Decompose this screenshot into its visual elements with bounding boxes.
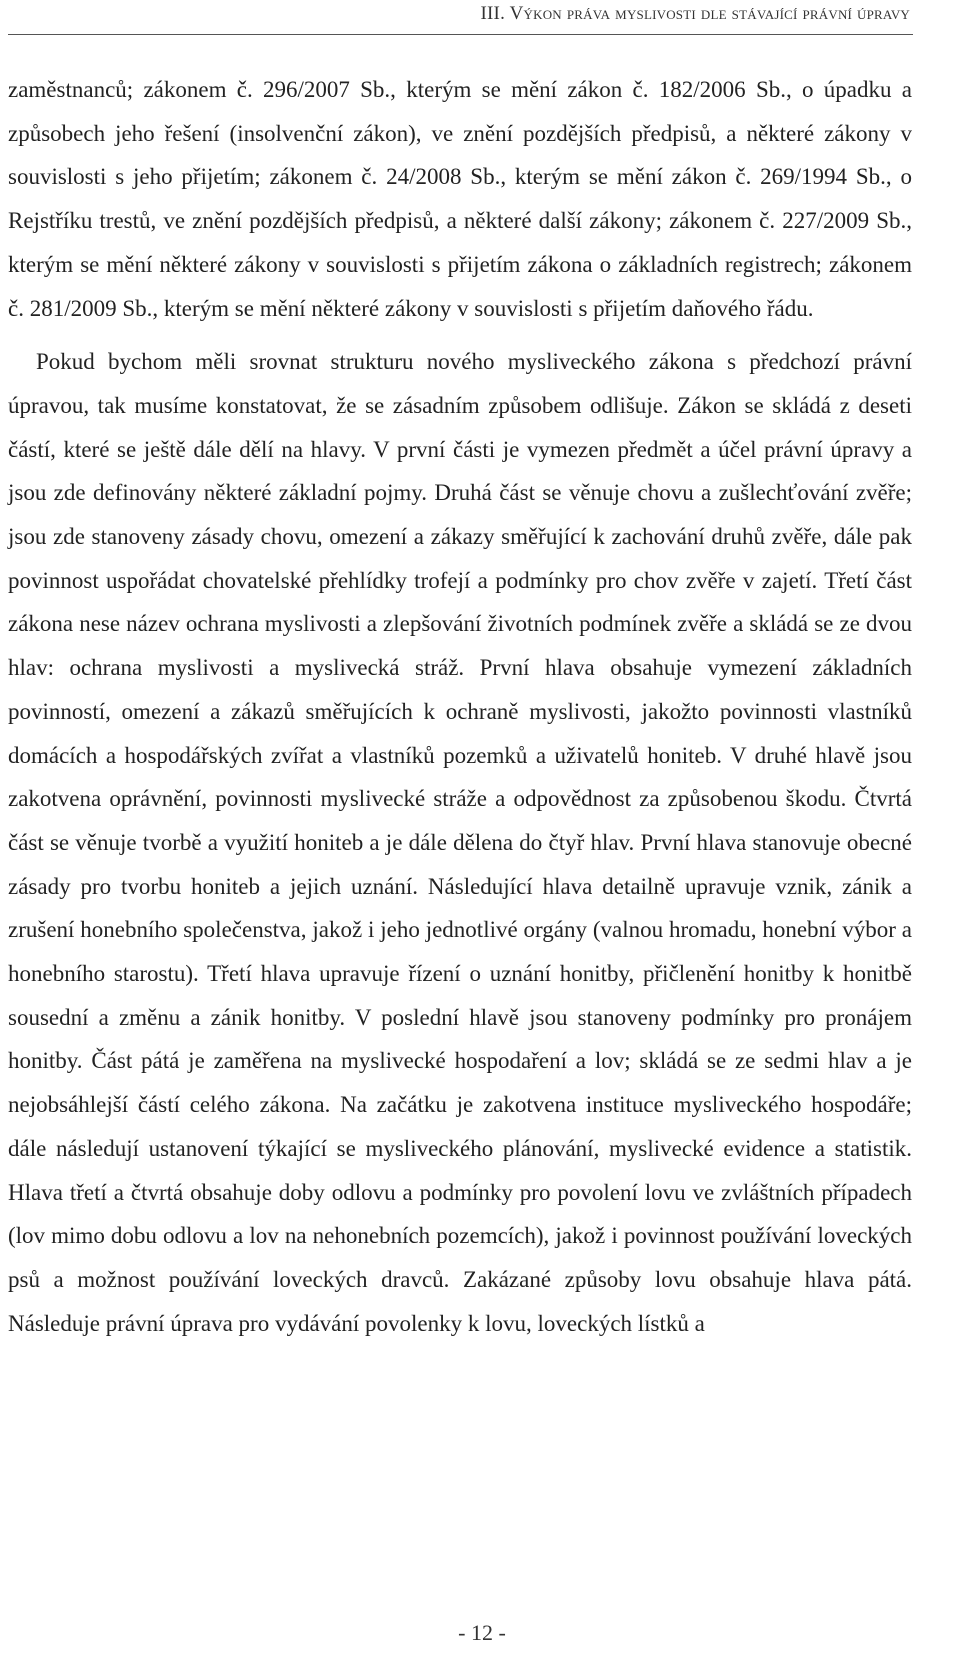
page-number-text: - 12 - bbox=[458, 1620, 506, 1645]
paragraph-law-amendments: zaměstnanců; zákonem č. 296/2007 Sb., kterým se mění zákon č. 182/2006 Sb., o úpadku a způsobech jeho řešení (insolvenční zákon), ve znění pozdějších předpisů, a některé zákony v souvislosti s jeho přijetím; zákonem č. 24/2008 Sb., kterým se mění zákon č. 269/1994 Sb., o Rejstříku trestů, ve znění pozdějších předpisů, a některé další zákony; zákonem č. 227/2009 Sb., kterým se mění některé zákony v souvislosti s přijetím zákona o základních registrech; zákonem č. 281/2009 Sb., kterým se mění některé zákony v souvislosti s přijetím daňového řádu. bbox=[8, 77, 912, 321]
header-divider bbox=[8, 34, 913, 35]
paragraph-law-structure: Pokud bychom měli srovnat strukturu nového mysliveckého zákona s předchozí právní úpravou, tak musíme konstatovat, že se zásadním způsobem odlišuje. Zákon se skládá z deseti částí, které se ještě dále dělí na hlavy. V první části je vymezen předmět a účel právní úpravy a jsou zde definovány některé základní pojmy. Druhá část se věnuje chovu a zušlechťování zvěře; jsou zde stanoveny zásady chovu, omezení a zákazy směřující k zachování druhů zvěře, dále pak povinnost uspořádat chovatelské přehlídky trofejí a podmínky pro chov zvěře v zajetí. Třetí část zákona nese název ochrana myslivosti a zlepšování životních podmínek zvěře a skládá se ze dvou hlav: ochrana myslivosti a myslivecká stráž. První hlava obsahuje vymezení základních povinností, omezení a zákazů směřujících k ochraně myslivosti, jakožto povinnosti vlastníků domácích a hospodářských zvířat a vlastníků pozemků a uživatelů honiteb. V druhé hlavě jsou zakotvena oprávnění, povinnosti myslivecké stráže a odpovědnost za způsobenou škodu. Čtvrtá část se věnuje tvorbě a využití honiteb a je dále dělena do čtyř hlav. První hlava stanovuje obecné zásady pro tvorbu honiteb a jejich uznání. Následující hlava detailně upravuje vznik, zánik a zrušení honebního společenstva, jakož i jeho jednotlivé orgány (valnou hromadu, honební výbor a honebního starostu). Třetí hlava upravuje řízení o uznání honitby, přičlenění honitby k honitbě sousední a změnu a zánik honitby. V poslední hlavě jsou stanoveny podmínky pro pronájem honitby. Část pátá je zaměřena na myslivecké hospodaření a lov; skládá se ze sedmi hlav a je nejobsáhlejší částí celého zákona. Na začátku je zakotvena instituce mysliveckého hospodáře; dále následují ustanovení týkající se mysliveckého plánování, myslivecké evidence a statistik. Hlava třetí a čtvrtá obsahuje doby odlovu a podmínky pro povolení lovu ve zvláštních případech (lov mimo dobu odlovu a lov na nehonebních pozemcích), jakož i povinnost používání loveckých psů a možnost používání loveckých dravců. Zakázané způsoby lovu obsahuje hlava pátá. Následuje právní úprava pro vydávání povolenky k lovu, loveckých lístků a bbox=[8, 349, 912, 1336]
document-body bbox=[8, 68, 912, 1345]
page-number bbox=[0, 1620, 960, 1646]
running-header-title: III. Výkon práva myslivosti dle stávající právní úpravy bbox=[480, 3, 910, 24]
